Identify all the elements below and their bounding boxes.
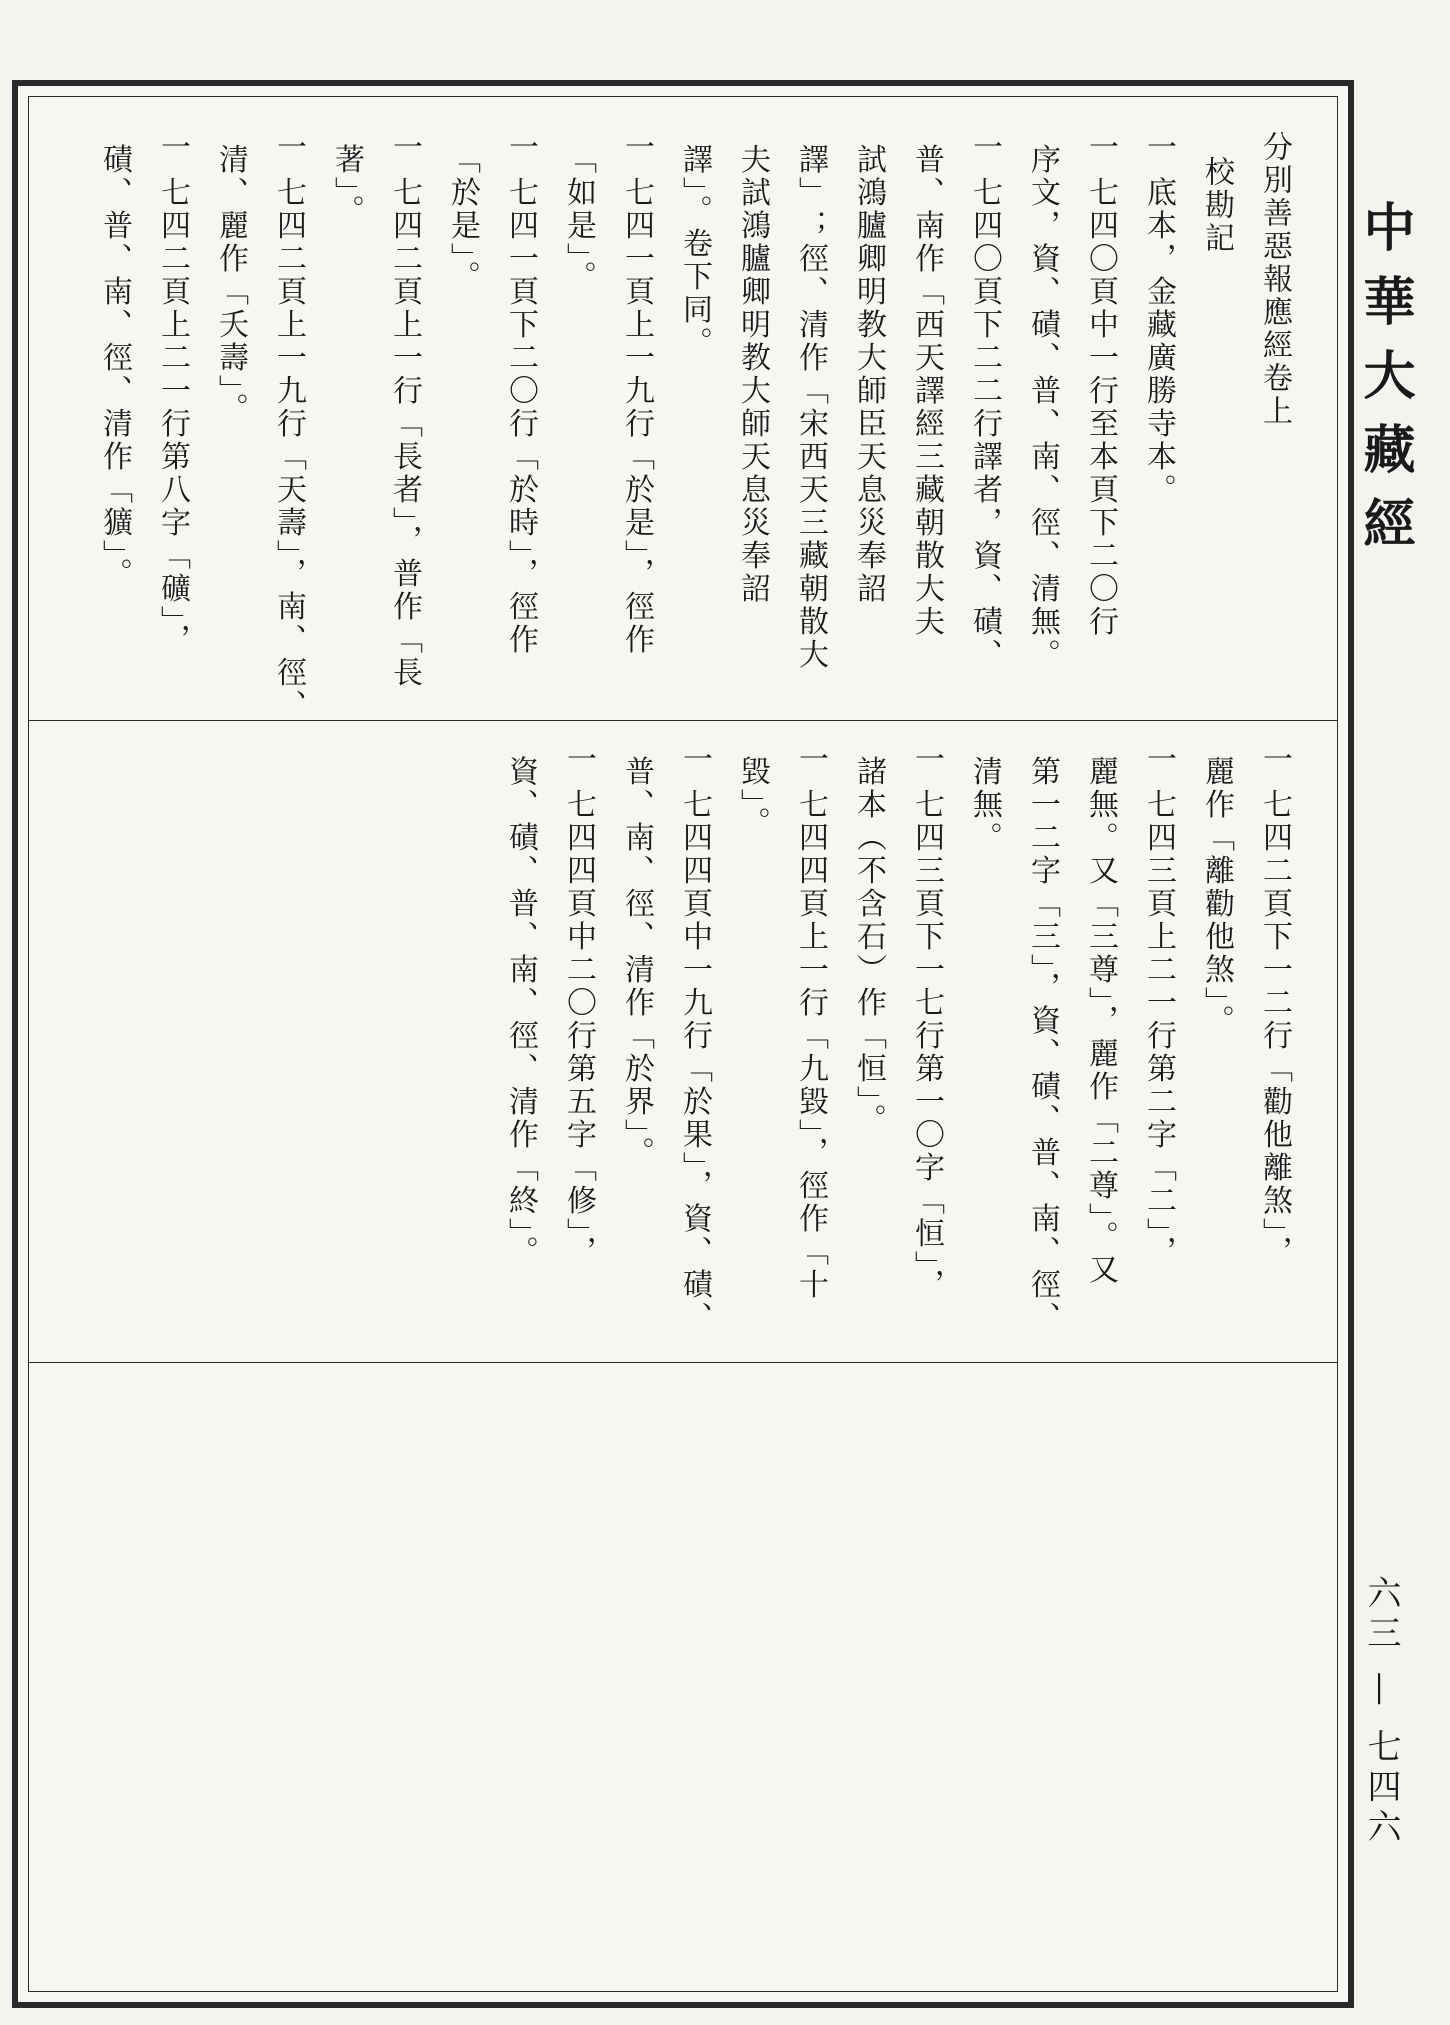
page-number: 六三 — 七四六 bbox=[1361, 1575, 1401, 1849]
collation-notes-middle: 一 七四二頁下一二行「勸他離煞」， 麗作「離勸他煞」。 一 七四三頁上二一行第二字「二」， 麗無。又「三尊」，麗作「二尊」。又 第一二字「三」，資、磧、普、南、徑、 清無。 一 七四三頁下一七行第一〇字「恒」， 諸本（不含石）作「恒」。 一 七四四頁上一行「九毀」，徑作「十 毀」。 一 七四四頁中一九行「於果」，資、磧、 普、南、徑、清作「於界」。 一 七四四頁中二〇行第五字「修」， 資、磧、普、南、徑、清作「終」。 bbox=[503, 743, 1292, 1335]
divider-line-2 bbox=[29, 1362, 1337, 1363]
divider-line-1 bbox=[29, 720, 1337, 721]
collection-title: 中華大藏經 bbox=[1354, 200, 1415, 570]
page-border bbox=[28, 96, 1338, 1992]
collation-notes-upper: 分別善惡報應經卷上 校勘記 一 底本，金藏廣勝寺本。 一 七四〇頁中一行至本頁下二〇行 序文，資、磧、普、南、徑、清無。 一 七四〇頁下二二行譯者，資、磧、 普、南作「西天譯經三藏朝散大夫 試鴻臚卿明教大師臣天息災奉詔 譯」；徑、清作「宋西天三藏朝散大 夫試鴻臚卿明教大師天息災奉詔 譯」。卷下同。 一 七四一頁上一九行「於是」，徑作 「如是」。 一 七四一頁下二〇行「於時」，徑作 「於是」。 一 七四二頁上一行「長者」，普作「長 著」。 一 七四二頁上一九行「天壽」，南、徑、 清、麗作「夭壽」。 一 七四二頁上二一行第八字「礦」， 磧、普、南、徑、清作「獷」。 bbox=[97, 131, 1292, 723]
page-frame bbox=[12, 80, 1354, 2008]
